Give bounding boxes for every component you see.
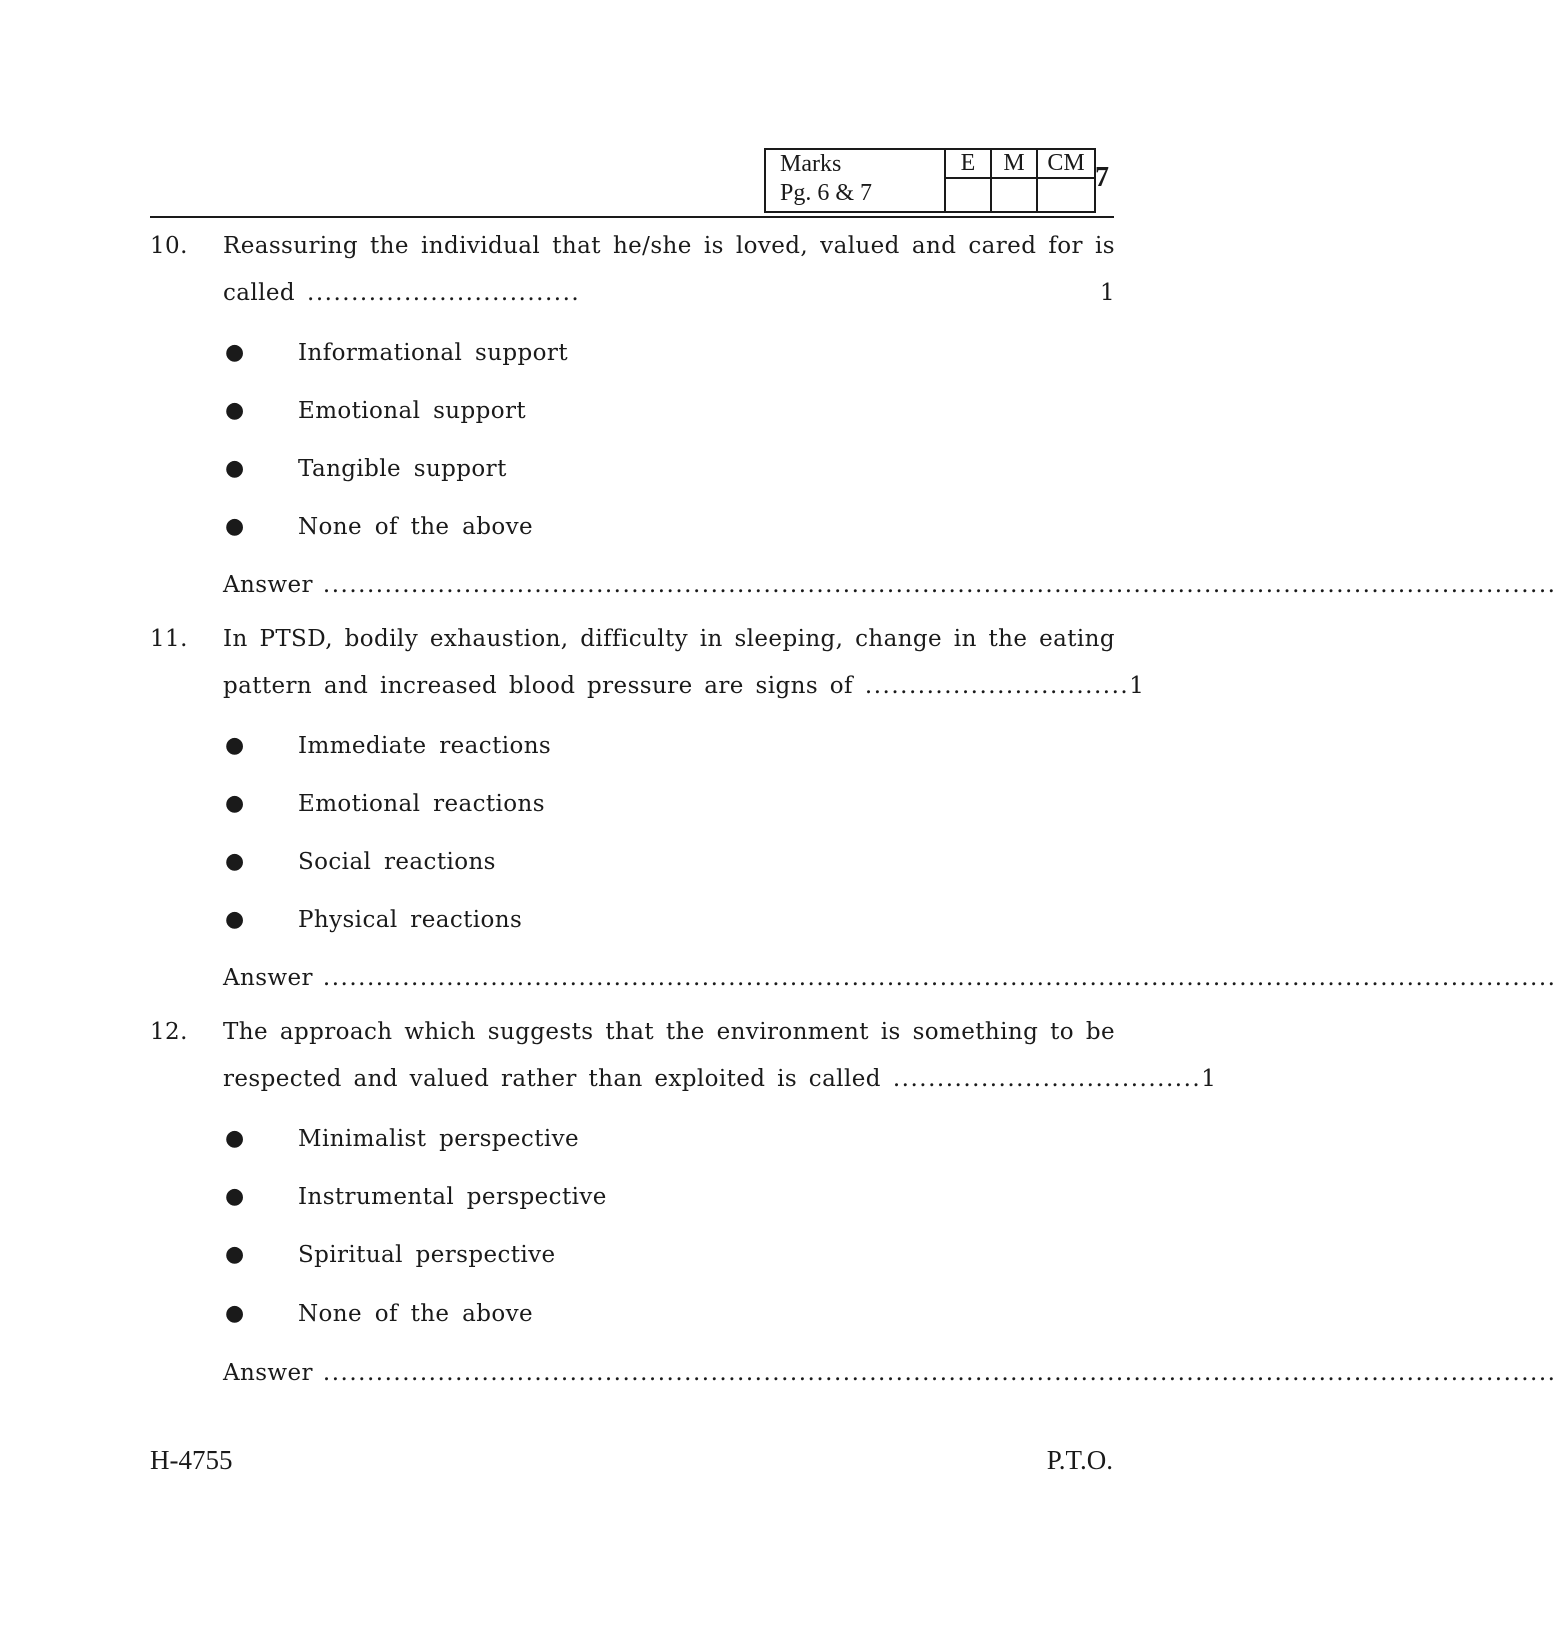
option-item xyxy=(150,449,1115,489)
question-text: The approach which suggests that the environment is something to be xyxy=(223,1019,1115,1045)
bullet-icon: ● xyxy=(225,1126,245,1151)
bullet-icon: ● xyxy=(225,733,245,758)
column-m-box xyxy=(991,178,1037,212)
marks-value: 1 xyxy=(1129,673,1145,699)
option-text: Minimalist perspective xyxy=(298,1126,580,1152)
question-text: Reassuring the individual that he/she is loved, valued and cared for is xyxy=(223,233,1115,259)
column-e-box xyxy=(945,178,991,212)
option-text: Emotional support xyxy=(298,398,527,424)
question-text: In PTSD, bodily exhaustion, difficulty in sleeping, change in the eating xyxy=(223,626,1115,652)
fill-blank: ................................... xyxy=(892,1066,1202,1092)
question-text-continued: respected and valued rather than exploited is called xyxy=(223,1066,881,1092)
option-text: Instrumental perspective xyxy=(298,1184,607,1210)
answer-line[interactable] xyxy=(223,958,1556,998)
page-number: 7 xyxy=(1095,162,1109,193)
answer-blank[interactable]: ............................................................................................................................................ xyxy=(322,1360,1556,1386)
option-item xyxy=(150,507,1115,547)
option-item xyxy=(150,1119,1115,1159)
question-text-line2 xyxy=(223,663,1145,710)
option-item xyxy=(150,391,1115,431)
bullet-icon: ● xyxy=(225,398,245,423)
option-text: None of the above xyxy=(298,514,534,540)
marks-label: Marks xyxy=(780,151,842,177)
question-text-line2 xyxy=(223,1056,1217,1103)
marks-value: 1 xyxy=(1201,1066,1217,1092)
paper-code: H-4755 xyxy=(150,1445,233,1475)
answer-label: Answer xyxy=(223,572,313,598)
question-text-line2 xyxy=(223,270,1115,317)
answer-line[interactable] xyxy=(223,565,1556,605)
option-item xyxy=(150,333,1115,373)
option-item xyxy=(150,1177,1115,1217)
option-text: Informational support xyxy=(298,340,568,366)
option-item xyxy=(150,784,1115,824)
pto-label: P.T.O. xyxy=(1046,1445,1113,1475)
bullet-icon: ● xyxy=(225,1184,245,1209)
option-item xyxy=(150,726,1115,766)
question-10 xyxy=(150,223,1556,598)
column-e-header: E xyxy=(945,149,991,178)
option-text: Emotional reactions xyxy=(298,791,545,817)
bullet-icon: ● xyxy=(225,340,245,365)
bullet-icon: ● xyxy=(225,456,245,481)
fill-blank: .............................. xyxy=(864,673,1130,699)
fill-blank: ............................... xyxy=(307,280,581,306)
marks-value: 1 xyxy=(1099,280,1115,306)
marks-box xyxy=(764,148,1096,213)
question-text-continued: called xyxy=(223,280,296,306)
header-divider xyxy=(150,216,1114,218)
answer-line[interactable] xyxy=(223,1353,1556,1393)
marks-label-cell xyxy=(765,149,945,212)
question-number: 10. xyxy=(150,233,188,259)
option-item xyxy=(150,900,1115,940)
answer-blank[interactable]: ............................................................................................................................................ xyxy=(322,965,1556,991)
question-11 xyxy=(150,616,1556,991)
option-item xyxy=(150,842,1115,882)
bullet-icon: ● xyxy=(225,514,245,539)
pages-label: Pg. 6 & 7 xyxy=(780,180,873,206)
bullet-icon: ● xyxy=(225,907,245,932)
question-12 xyxy=(150,1009,1556,1386)
bullet-icon: ● xyxy=(225,1301,245,1326)
option-text: None of the above xyxy=(298,1301,534,1327)
option-text: Physical reactions xyxy=(298,907,523,933)
answer-label: Answer xyxy=(223,965,313,991)
answer-label: Answer xyxy=(223,1360,313,1386)
option-item xyxy=(150,1235,1115,1275)
question-number: 11. xyxy=(150,626,188,652)
bullet-icon: ● xyxy=(225,849,245,874)
option-text: Spiritual perspective xyxy=(298,1242,556,1268)
bullet-icon: ● xyxy=(225,1242,245,1267)
column-cm-header: CM xyxy=(1037,149,1095,178)
answer-blank[interactable]: ............................................................................................................................................ xyxy=(322,572,1556,598)
option-text: Social reactions xyxy=(298,849,496,875)
column-m-header: M xyxy=(991,149,1037,178)
bullet-icon: ● xyxy=(225,791,245,816)
option-item xyxy=(150,1294,1115,1334)
option-text: Tangible support xyxy=(298,456,507,482)
column-cm-box xyxy=(1037,178,1095,212)
question-text-continued: pattern and increased blood pressure are signs of xyxy=(223,673,853,699)
question-number: 12. xyxy=(150,1019,188,1045)
option-text: Immediate reactions xyxy=(298,733,552,759)
